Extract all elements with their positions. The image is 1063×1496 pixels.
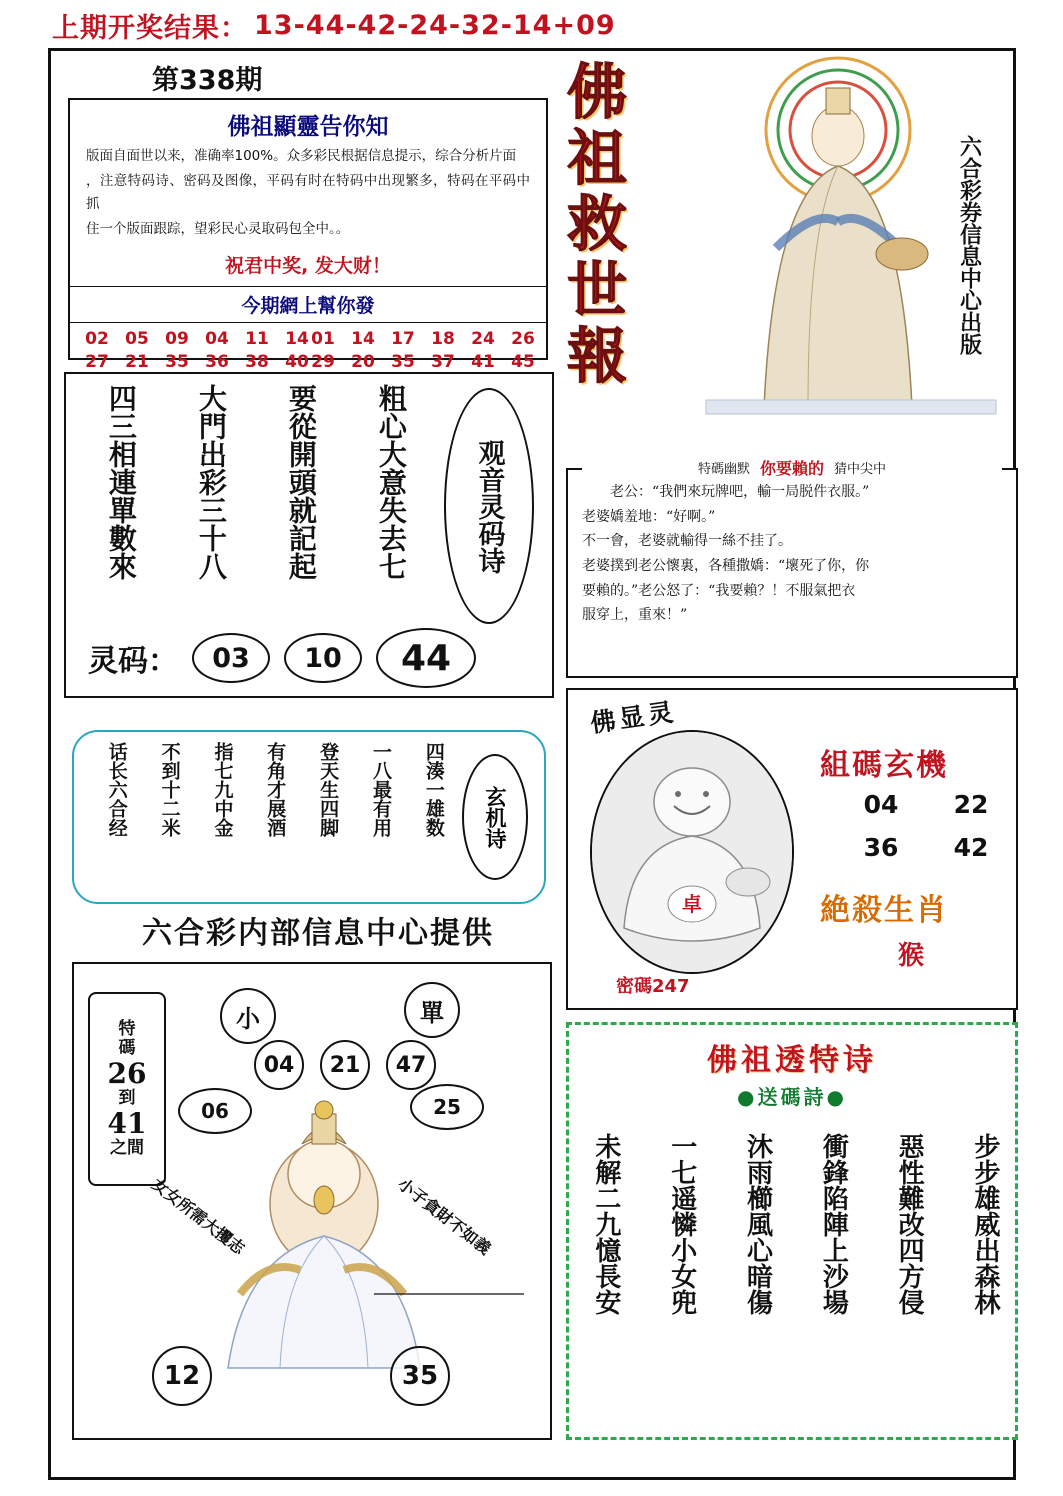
notice-box: [68, 98, 548, 372]
issue-number: 第338期: [152, 65, 263, 96]
number-cell: 38: [245, 351, 269, 372]
joke-line: 老公：“我們來玩牌吧，輸一局脱件衣服。”: [610, 484, 870, 500]
joke-header-center: 你要賴的: [759, 459, 824, 478]
svg-text:卓: 卓: [682, 892, 702, 916]
xuanji-poem-box: [72, 730, 546, 904]
guanyin-result-number: 10: [284, 633, 362, 683]
tema-range-suffix: 之間: [110, 1138, 144, 1159]
tema-label-1: 特: [118, 1018, 136, 1039]
guanyin-poem-box: [64, 372, 554, 698]
last-draw-banner: [0, 0, 1063, 50]
pick-number: 21: [320, 1040, 370, 1090]
notice-left-numbers: [84, 329, 310, 372]
notice-title: 佛祖顯靈告你知: [227, 114, 389, 140]
number-cell: 27: [85, 351, 109, 372]
zuma-title: 組碼玄機: [820, 748, 948, 783]
last-draw-label: 上期开奖结果：: [52, 12, 248, 44]
publisher-sideline: 六合彩券信息中心出版: [956, 135, 983, 355]
notice-number-row: [310, 329, 536, 349]
shengxiao-title: 絶殺生肖: [820, 893, 948, 928]
slant-text-right: 小子貪財不如義: [394, 1174, 495, 1259]
joke-line: 要賴的。”老公怒了：“我要賴？！不服氣把衣: [582, 582, 856, 599]
tema-range-start: 26: [107, 1056, 147, 1090]
number-cell: 01: [311, 328, 335, 349]
xuanji-label: 玄机诗: [483, 785, 508, 849]
tema-range-mid: 到: [118, 1088, 136, 1108]
poem-column: 步步雄威出森林: [969, 1133, 1000, 1315]
number-cell: 45: [511, 351, 535, 372]
laughing-buddha-figure: [592, 732, 792, 972]
notice-number-grid: [70, 323, 546, 372]
zuma-numbers: [836, 790, 1016, 876]
number-cell: 18: [431, 328, 455, 349]
zuma-number: 04: [863, 790, 899, 819]
zuma-box: [566, 688, 1018, 1010]
guanyin-label-ellipse: [444, 388, 534, 624]
guanyin-results: [88, 628, 476, 688]
joke-line: 不一會，老婆就輸得一絲不挂了。: [582, 533, 792, 550]
poem-column: 登天生四脚: [317, 742, 340, 837]
tema-poem-title: 佛祖透特诗: [707, 1043, 877, 1078]
laughing-buddha-oval: [590, 730, 794, 974]
joke-line: 服穿上，重來！”: [582, 607, 688, 624]
notice-paragraph-3: 住一个版面跟踪，望彩民心灵取码包全中。。: [86, 220, 350, 237]
poem-column: 未解二九憶長安: [590, 1133, 621, 1315]
number-cell: 11: [245, 328, 269, 349]
masthead-title: [557, 60, 680, 440]
number-cell: 05: [125, 328, 149, 349]
zuma-arc-title: 佛显灵: [588, 697, 679, 738]
pick-number: 25: [410, 1084, 484, 1130]
shengxiao-value: 猴: [898, 941, 925, 971]
parity-circle-odd: 單: [404, 982, 460, 1038]
guanyin-poem-columns: [76, 384, 436, 634]
poem-column: 惡性難改四方侵: [894, 1133, 925, 1315]
notice-number-row: [310, 352, 536, 372]
number-cell: 35: [391, 351, 415, 372]
joke-header-right: 猜中尖中: [834, 462, 887, 477]
tema-label-2: 碼: [118, 1037, 136, 1058]
zuma-number: 22: [953, 790, 989, 819]
zuma-code: 密碼247: [616, 976, 690, 997]
number-cell: 41: [471, 351, 495, 372]
poem-column: 要從開頭就記起: [284, 384, 318, 580]
number-cell: 14: [285, 328, 309, 349]
poem-column: 衝鋒陷陣上沙場: [818, 1133, 849, 1315]
number-cell: 35: [165, 351, 189, 372]
guanyin-picture-box: [72, 962, 552, 1440]
tema-poem-columns: [587, 1133, 1003, 1425]
poem-column: 大門出彩三十八: [194, 384, 228, 580]
poem-column: 粗心大意失去七: [374, 384, 408, 580]
pick-number: 04: [254, 1040, 304, 1090]
xuanji-label-oval: [462, 754, 528, 880]
number-cell: 04: [205, 328, 229, 349]
slant-text-left: 女女所需大攫志: [148, 1174, 249, 1259]
number-cell: 09: [165, 328, 189, 349]
number-cell: 37: [431, 351, 455, 372]
guanyin-label: 观音灵码诗: [473, 438, 505, 574]
tema-poem-subtitle: ●送碼詩●: [737, 1085, 847, 1109]
joke-box: [566, 459, 1018, 678]
xuanji-poem-columns: [90, 742, 460, 890]
masthead-title-text: 佛祖救世報: [557, 60, 627, 390]
size-circle-small: 小: [220, 988, 276, 1044]
number-cell: 14: [351, 328, 375, 349]
number-cell: 02: [85, 328, 109, 349]
tema-range-end: 41: [107, 1107, 147, 1141]
pick-number-bottom-left: 12: [152, 1346, 212, 1406]
number-cell: 17: [391, 328, 415, 349]
poem-column: 四三相連單數來: [104, 384, 138, 580]
notice-right-numbers: [310, 329, 536, 372]
tema-range-box: [88, 992, 166, 1186]
number-cell: 40: [285, 351, 309, 372]
number-cell: 26: [511, 328, 535, 349]
guanyin-result-number: 03: [192, 633, 270, 683]
number-cell: 20: [351, 351, 375, 372]
zuma-number: 42: [953, 833, 989, 862]
notice-paragraph-1: 版面自面世以来，准确率100%。众多彩民根据信息提示，综合分析片面: [86, 148, 517, 164]
number-cell: 29: [311, 351, 335, 372]
notice-red-line: 祝君中奖, 发大财！: [225, 254, 391, 277]
pick-number: 47: [386, 1040, 436, 1090]
number-cell: 24: [471, 328, 495, 349]
notice-paragraph-2: ，注意特码诗、密码及图像，平码有时在特码中出现繁多，特码在平码中抓: [86, 172, 530, 212]
joke-line: 老婆嬌羞地：“好啊。”: [582, 508, 716, 525]
poem-column: 一七遥憐小女兜: [666, 1133, 697, 1315]
poem-column: 不到十二米: [158, 742, 181, 837]
poem-column: 有角才展酒: [264, 742, 287, 837]
number-cell: 21: [125, 351, 149, 372]
joke-line: 老婆撲到老公懷裏，各種撒嬌：“壞死了你，你: [582, 558, 870, 575]
poem-column: 四湊一雄数: [422, 742, 445, 837]
poem-column: 话长六合经: [105, 742, 128, 837]
last-draw-numbers: 13-44-42-24-32-14+09: [254, 9, 616, 41]
poem-column: 一八最有用: [369, 742, 392, 837]
notice-blue-line: 今期網上幫你發: [70, 286, 546, 323]
joke-header-left: 特碼幽默: [697, 462, 750, 477]
tema-poem-box: [566, 1022, 1018, 1440]
number-cell: 36: [205, 351, 229, 372]
joke-header: [582, 456, 1002, 479]
poem-column: 指七九中金: [211, 742, 234, 837]
zuma-number: 36: [863, 833, 899, 862]
poem-column: 沐雨櫛風心暗傷: [742, 1133, 773, 1315]
pick-number: 06: [178, 1088, 252, 1134]
guanyin-result-label: 灵码：: [88, 644, 178, 679]
provider-line: 六合彩内部信息中心提供: [142, 916, 494, 951]
guanyin-result-number: 44: [376, 628, 476, 688]
notice-number-row: [84, 352, 310, 372]
notice-number-row: [84, 329, 310, 349]
pick-number-bottom-right: 35: [390, 1346, 450, 1406]
